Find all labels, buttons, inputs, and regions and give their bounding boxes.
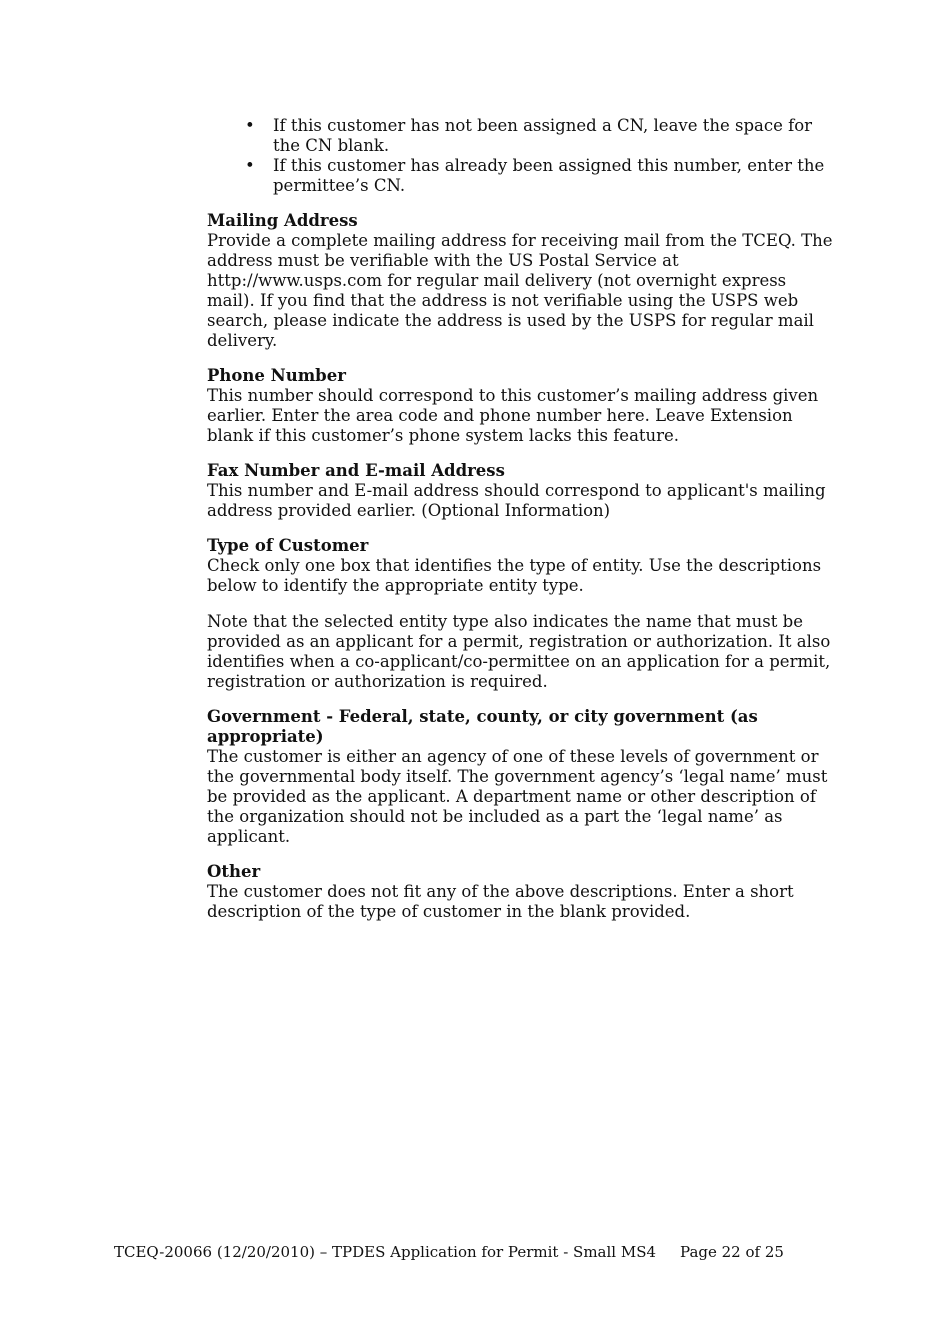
section-paragraph: Note that the selected entity type also indicates the name that must be provided as an applicant for a permit, registration or authorization. It also identifies when a co-applicant/co-permittee on an application for a permit, registration or authorization is required.	[207, 612, 831, 691]
bullet-dot-icon: •	[245, 156, 255, 175]
bullet-list	[207, 116, 837, 196]
section-heading: Fax Number and E-mail Address	[207, 461, 505, 480]
footer-page-number: Page 22 of 25	[680, 1243, 784, 1261]
section-paragraph: This number should correspond to this customer’s mailing address given earlier. Enter the area code and phone number here. Leave Extension blank if this customer’s phone system lacks this feature.	[207, 386, 819, 445]
page-footer	[114, 1242, 814, 1262]
section-paragraph: The customer does not fit any of the above descriptions. Enter a short description of the type of customer in the blank provided.	[207, 882, 794, 921]
section-paragraph: Check only one box that identifies the type of entity. Use the descriptions below to identify the appropriate entity type.	[207, 556, 822, 595]
bullet-text: If this customer has already been assigned this number, enter the permittee’s CN.	[273, 156, 825, 195]
section-paragraph: Provide a complete mailing address for receiving mail from the TCEQ. The address must be verifiable with the US Postal Service at http://www.usps.com for regular mail delivery (not overnight express mail). If you find that the address is not verifiable using the USPS web search, please indicate the address is used by the USPS for regular mail delivery.	[207, 231, 833, 350]
bullet-item	[207, 116, 837, 156]
section-heading: Type of Customer	[207, 536, 369, 555]
bullet-dot-icon: •	[245, 116, 255, 135]
section-heading: Government - Federal, state, county, or city government (as appropriate)	[207, 707, 758, 746]
section-fax-email	[207, 461, 837, 521]
section-government	[207, 707, 837, 847]
document-body	[207, 116, 837, 922]
section-type-of-customer	[207, 536, 837, 692]
section-heading: Phone Number	[207, 366, 346, 385]
bullet-item	[207, 156, 837, 196]
section-paragraph: This number and E-mail address should correspond to applicant's mailing address provided earlier. (Optional Information)	[207, 481, 826, 520]
section-mailing-address	[207, 211, 837, 351]
bullet-text: If this customer has not been assigned a CN, leave the space for the CN blank.	[273, 116, 813, 155]
section-heading: Mailing Address	[207, 211, 358, 230]
section-other	[207, 862, 837, 922]
section-paragraph: The customer is either an agency of one of these levels of government or the governmental body itself. The government agency’s ‘legal name’ must be provided as the applicant. A department name or other description of the organization should not be included as a part the ‘legal name’ as applicant.	[207, 747, 828, 846]
section-phone-number	[207, 366, 837, 446]
footer-form-id: TCEQ-20066 (12/20/2010) – TPDES Application for Permit - Small MS4	[114, 1243, 657, 1261]
section-heading: Other	[207, 862, 261, 881]
